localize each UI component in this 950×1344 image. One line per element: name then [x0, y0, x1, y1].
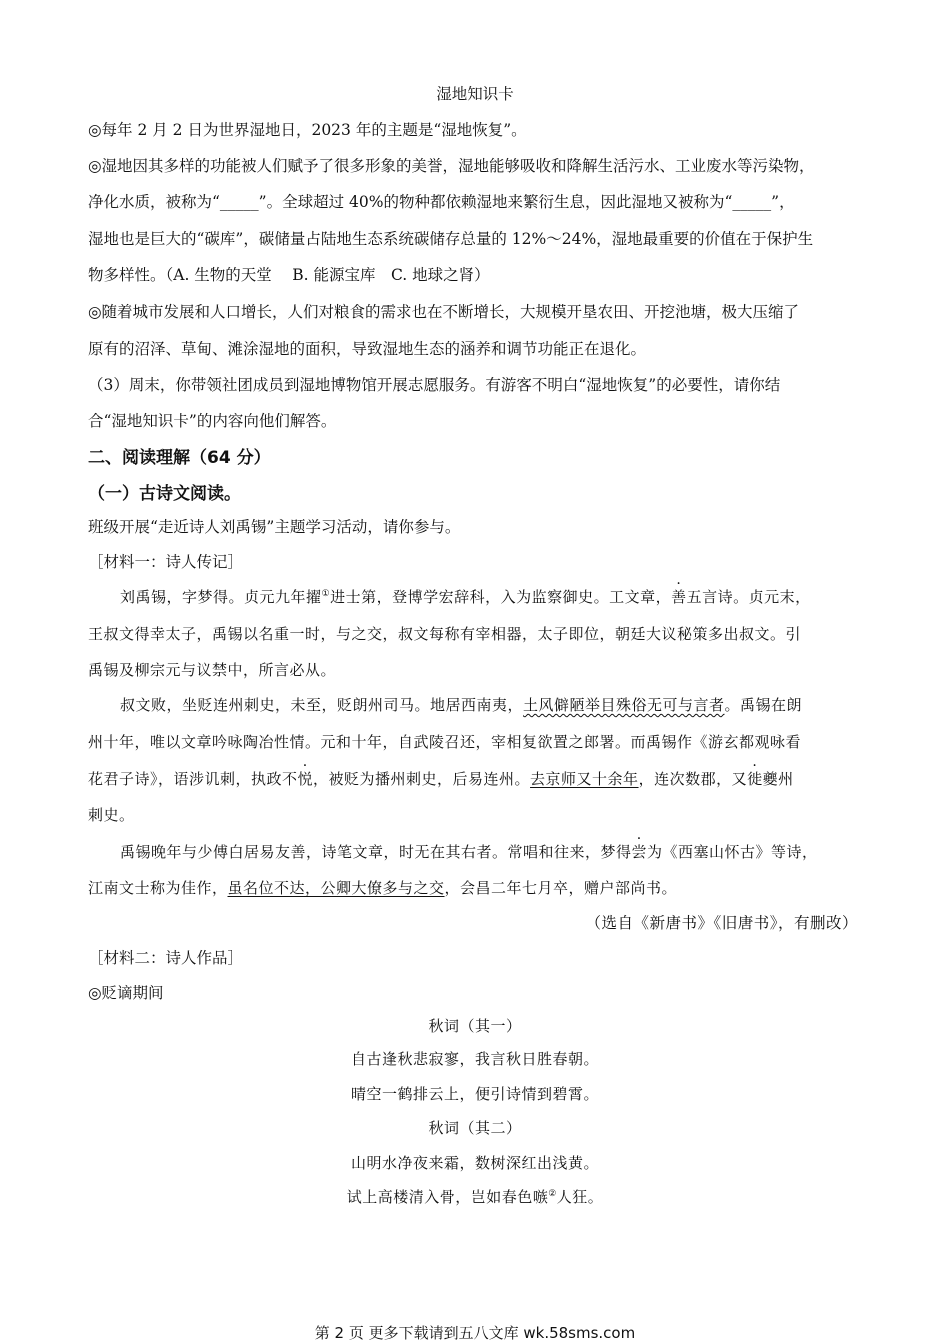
question-3-line-1: （3）周末，你带领社团成员到湿地博物馆开展志愿服务。有游客不明白“湿地恢复”的必要性，请你结: [88, 376, 781, 394]
bio-line-9: 江南文士称为佳作，虽名位不达，公卿大僚多与之交，会昌二年七月卒，赠户部尚书。: [88, 879, 678, 897]
card-line-2: ◎湿地因其多样的功能被人们赋予了很多形象的美誉，湿地能够吸收和降解生活污水、工业废水等污染物，: [88, 157, 815, 175]
dotted-char-chang: 尝: [631, 843, 648, 861]
poem-2-title: 秋词（其二）: [428, 1119, 522, 1137]
card-line-1: ◎每年 2 月 2 日为世界湿地日，2023 年的主题是“湿地恢复”。: [88, 121, 527, 139]
card-line-3: 净化水质，被称为“_____”。全球超过 40%的物种都依赖湿地来繁衍生息，因此湿地又被称为“_____”，: [88, 193, 795, 211]
poem-2-line-2: 试上高楼清入骨，岂如春色嗾②人狂。: [346, 1188, 604, 1206]
poem-1-title: 秋词（其一）: [428, 1017, 522, 1035]
card-title: 湿地知识卡: [436, 85, 514, 103]
card-line-6: ◎随着城市发展和人口增长，人们对粮食的需求也在不断增长，大规模开垦农田、开挖池塘，极大压缩了: [88, 303, 800, 321]
poem-1-line-1: 自古逢秋悲寂寥，我言秋日胜春朝。: [350, 1050, 599, 1068]
underlined-sentence-2: 虽名位不达，公卿大僚多与之交: [227, 879, 445, 897]
section-heading: 二、阅读理解（64 分）: [88, 448, 271, 468]
bio-line-2: 王叔文得幸太子，禹锡以名重一时，与之交，叔文每称有宰相器，太子即位，朝廷大议秘策多出叔文。引: [88, 625, 802, 643]
dotted-char-yue: 悦: [297, 770, 314, 788]
page-footer: 第 2 页 更多下载请到五八文库 wk.58sms.com: [314, 1324, 636, 1342]
bio-line-5: 州十年，唯以文章吟咏陶冶性情。元和十年，自武陵召还，宰相复欲置之郎署。而禹锡作《游玄都观咏看: [88, 733, 802, 751]
poem-2-line-1: 山明水净夜来霜，数树深红出浅黄。: [350, 1154, 599, 1172]
bio-source: （选自《新唐书》《旧唐书》，有删改）: [585, 914, 858, 932]
bio-line-3: 禹锡及柳宗元与议禁中，所言必从。: [88, 661, 337, 679]
card-line-5: 物多样性。（A. 生物的天堂 B. 能源宝库 C. 地球之肾）: [88, 266, 490, 284]
material-2-label: ［材料二：诗人作品］: [88, 949, 244, 967]
card-line-7: 原有的沼泽、草甸、滩涂湿地的面积，导致湿地生态的涵养和调节功能正在退化。: [88, 340, 647, 358]
wavy-underlined-sentence: 土风僻陋举目殊俗无可与言者: [523, 696, 725, 714]
activity-intro: 班级开展“走近诗人刘禹锡”主题学习活动，请你参与。: [88, 518, 461, 536]
dotted-char-shan: 善: [671, 588, 687, 606]
bio-line-6: 花君子诗》，语涉讥刺，执政不悦，被贬为播州刺史，后易连州。去京师又十余年，连次数郡，又徙夔州: [88, 770, 794, 788]
underlined-sentence-1: 去京师又十余年: [530, 770, 639, 788]
poem-1-line-2: 晴空一鹤排云上，便引诗情到碧霄。: [350, 1085, 599, 1103]
bio-paragraph-3: 禹锡晚年与少傅白居易友善，诗笔文章，时无在其右者。常唱和往来，梦得尝为《西塞山怀古》等诗，: [120, 843, 818, 861]
bio-line-7: 刺史。: [88, 806, 135, 824]
question-3-line-2: 合“湿地知识卡”的内容向他们解答。: [88, 412, 337, 430]
period-label: ◎贬谪期间: [88, 984, 164, 1002]
material-1-label: ［材料一：诗人传记］: [88, 553, 244, 571]
dotted-char-xi: 徙: [747, 770, 763, 788]
bio-paragraph-1: 刘禹锡，字梦得。贞元九年擢①进士第，登博学宏辞科，入为监察御史。工文章，善五言诗。贞元末，: [120, 588, 811, 606]
card-line-4: 湿地也是巨大的“碳库”，碳储量占陆地生态系统碳储存总量的 12%～24%，湿地最重要的价值在于保护生: [88, 230, 814, 248]
subsection-heading: （一）古诗文阅读。: [88, 484, 241, 504]
bio-paragraph-2: 叔文败，坐贬连州刺史，未至，贬朗州司马。地居西南夷，土风僻陋举目殊俗无可与言者。禹锡在朗: [120, 696, 803, 714]
